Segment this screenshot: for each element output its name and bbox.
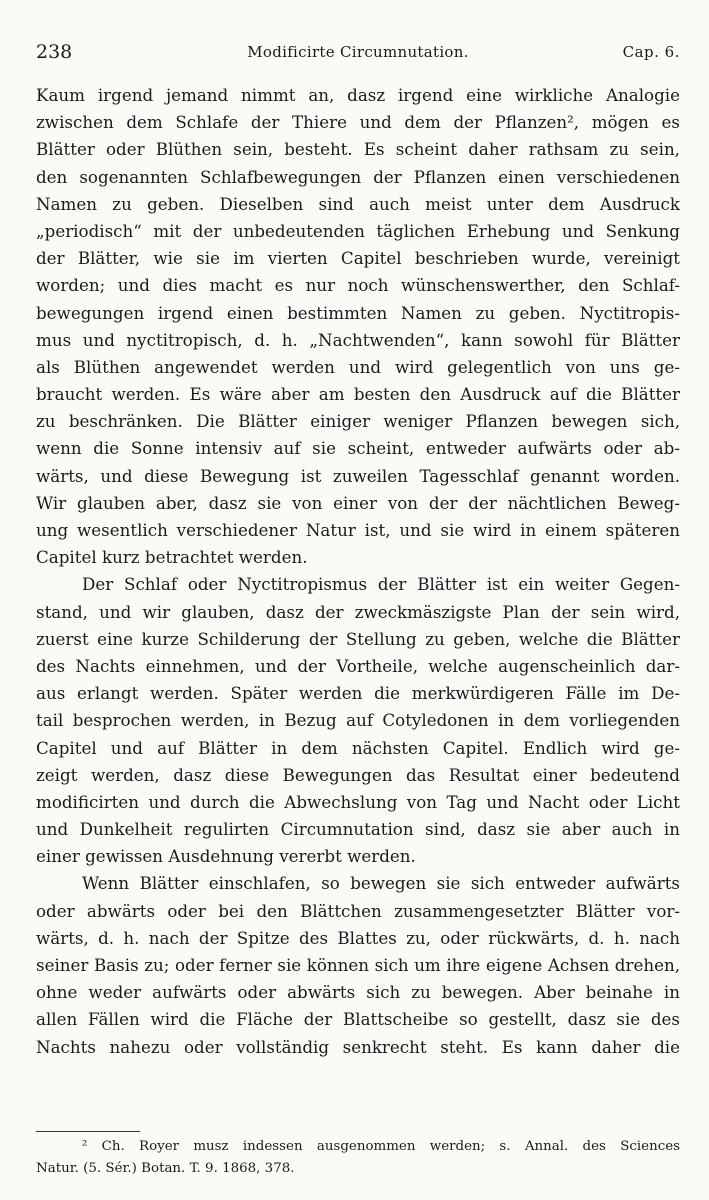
text-line: Blätter oder Blüthen sein, besteht. Es scheint daher rathsam zu sein,	[36, 139, 680, 160]
text-line: braucht werden. Es wäre aber am besten den Ausdruck auf die Blätter	[36, 384, 680, 405]
footnote-divider	[36, 1131, 140, 1132]
text-line: und Dunkelheit regulirten Circumnutation sind, dasz sie aber auch in	[36, 819, 680, 840]
text-line: wärts, und diese Bewegung ist zuweilen Tagesschlaf genannt worden.	[36, 465, 680, 486]
text-line: „periodisch“ mit der unbedeutenden täglichen Erhebung und Senkung	[36, 220, 680, 241]
running-title: Modificirte Circumnutation.	[247, 43, 469, 61]
text-line: als Blüthen angewendet werden und wird gelegentlich von uns ge-	[36, 356, 680, 377]
text-line: zu beschränken. Die Blätter einiger weniger Pflanzen bewegen sich,	[36, 411, 680, 432]
footnotes	[36, 1136, 680, 1180]
text-line: wärts, d. h. nach der Spitze des Blattes zu, oder rückwärts, d. h. nach	[36, 927, 680, 948]
running-header	[36, 38, 680, 66]
text-line: den sogenannten Schlafbewegungen der Pflanzen einen verschiedenen	[36, 166, 680, 187]
text-line: Der Schlaf oder Nyctitropismus der Blätter ist ein weiter Gegen-	[82, 574, 680, 595]
footnote-line: Natur. (5. Sér.) Botan. T. 9. 1868, 378.	[36, 1161, 295, 1176]
text-line: wenn die Sonne intensiv auf sie scheint, entweder aufwärts oder ab-	[36, 438, 680, 459]
text-line: der Blätter, wie sie im vierten Capitel beschrieben wurde, vereinigt	[36, 248, 680, 269]
text-line: Nachts nahezu oder vollständig senkrecht steht. Es kann daher die	[36, 1036, 680, 1057]
text-line: aus erlangt werden. Später werden die merkwürdigeren Fälle im De-	[36, 683, 680, 704]
text-line: bewegungen irgend einen bestimmten Namen zu geben. Nyctitropis-	[36, 302, 680, 323]
text-line: Kaum irgend jemand nimmt an, dasz irgend eine wirkliche Analogie	[36, 85, 680, 105]
text-line: Wenn Blätter einschlafen, so bewegen sie sich entweder aufwärts	[82, 873, 680, 894]
text-line: stand, und wir glauben, dasz der zweckmäszigste Plan der sein wird,	[36, 601, 680, 622]
text-line: mus und nyctitropisch, d. h. „Nachtwenden“, kann sowohl für Blätter	[36, 329, 680, 350]
text-line: seiner Basis zu; oder ferner sie können sich um ihre eigene Achsen drehen,	[36, 955, 680, 975]
text-line: Capitel kurz betrachtet werden.	[36, 547, 308, 568]
text-line: Namen zu geben. Dieselben sind auch meist unter dem Ausdruck	[36, 193, 680, 214]
text-line: tail besprochen werden, in Bezug auf Cotyledonen in dem vorliegenden	[36, 710, 680, 731]
text-line: zwischen dem Schlafe der Thiere und dem der Pflanzen², mögen es	[36, 112, 680, 133]
text-line: Capitel und auf Blätter in dem nächsten Capitel. Endlich wird ge-	[36, 737, 680, 758]
footnote-line: ² Ch. Royer musz indessen ausgenommen werden; s. Annal. des Sciences	[82, 1139, 680, 1154]
text-line: einer gewissen Ausdehnung vererbt werden.	[36, 846, 416, 867]
text-line: ohne weder aufwärts oder abwärts sich zu bewegen. Aber beinahe in	[36, 982, 680, 1003]
text-line: des Nachts einnehmen, und der Vortheile, welche augenscheinlich dar-	[36, 655, 680, 676]
text-line: oder abwärts oder bei den Blättchen zusammengesetzter Blätter vor-	[36, 900, 680, 921]
text-line: Wir glauben aber, dasz sie von einer von der der nächtlichen Beweg-	[36, 492, 680, 513]
text-line: modificirten und durch die Abwechslung von Tag und Nacht oder Licht	[36, 791, 680, 812]
book-page	[36, 0, 680, 1200]
text-line: ung wesentlich verschiedener Natur ist, und sie wird in einem späteren	[36, 520, 680, 540]
page-number: 238	[36, 41, 73, 63]
text-line: worden; und dies macht es nur noch wünschenswerther, den Schlaf-	[36, 275, 680, 296]
chapter-label: Cap. 6.	[622, 43, 680, 61]
text-line: zuerst eine kurze Schilderung der Stellung zu geben, welche die Blätter	[36, 628, 680, 649]
text-line: zeigt werden, dasz diese Bewegungen das Resultat einer bedeutend	[36, 764, 680, 785]
body-text	[36, 82, 680, 1061]
text-line: allen Fällen wird die Fläche der Blattscheibe so gestellt, dasz sie des	[36, 1009, 680, 1030]
